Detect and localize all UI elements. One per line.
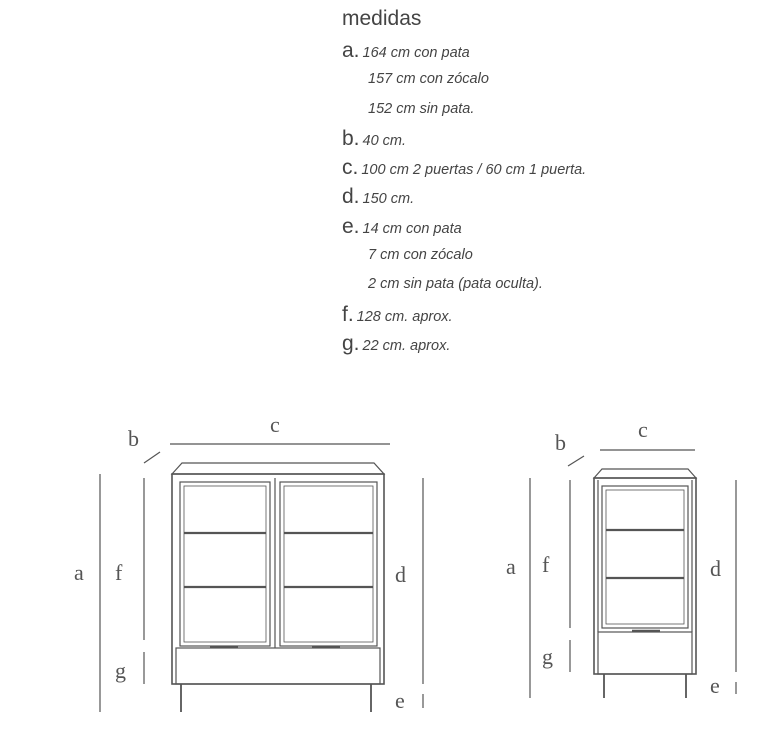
label-c: c	[638, 417, 648, 442]
drawer	[176, 648, 380, 684]
spec-letter-f: f.	[342, 302, 354, 326]
two-door-cabinet-diagram	[100, 444, 423, 712]
spec-text: 14 cm con pata	[362, 220, 462, 237]
label-b: b	[555, 430, 566, 455]
label-c: c	[270, 412, 280, 437]
two-door-labels	[74, 412, 406, 713]
cabinet-body	[594, 478, 696, 674]
spec-text: 100 cm 2 puertas / 60 cm 1 puerta.	[361, 162, 587, 179]
label-e: e	[710, 673, 720, 698]
spec-text: 2 cm sin pata (pata oculta).	[368, 276, 543, 293]
measurements-title: medidas	[342, 7, 422, 30]
spec-text: 22 cm. aprox.	[362, 337, 451, 354]
cabinet-body	[172, 474, 384, 684]
spec-text: 164 cm con pata	[362, 45, 470, 61]
label-f: f	[542, 552, 550, 577]
label-b: b	[128, 426, 139, 451]
spec-letter-d: d.	[342, 185, 360, 209]
cabinet-top	[172, 463, 384, 474]
spec-letter-e: e.	[342, 214, 360, 238]
label-e: e	[395, 688, 405, 713]
spec-letter-c: c.	[342, 156, 359, 180]
spec-letter-g: g.	[342, 331, 360, 355]
cabinet-top	[594, 469, 696, 478]
dim-line-b	[144, 452, 160, 463]
spec-text: 7 cm con zócalo	[368, 247, 473, 264]
spec-text: 152 cm sin pata.	[368, 100, 475, 117]
label-g: g	[115, 658, 126, 683]
dim-line-b	[568, 456, 584, 466]
spec-text: 150 cm.	[362, 191, 415, 208]
spec-text: 128 cm. aprox.	[356, 308, 453, 325]
door-right	[280, 482, 377, 646]
label-g: g	[542, 644, 553, 669]
spec-letter-a: a.	[342, 39, 360, 62]
spec-letter-b: b.	[342, 126, 360, 150]
label-d: d	[710, 556, 721, 581]
label-d: d	[395, 562, 406, 587]
door-left	[180, 482, 270, 646]
drawer	[598, 632, 692, 674]
one-door-cabinet-diagram	[530, 450, 736, 698]
label-a: a	[506, 554, 516, 579]
label-f: f	[115, 560, 123, 585]
door	[602, 486, 688, 628]
spec-text: 40 cm.	[362, 132, 407, 149]
spec-text: 157 cm con zócalo	[368, 71, 489, 88]
one-door-labels	[506, 417, 721, 698]
label-a: a	[74, 560, 84, 585]
